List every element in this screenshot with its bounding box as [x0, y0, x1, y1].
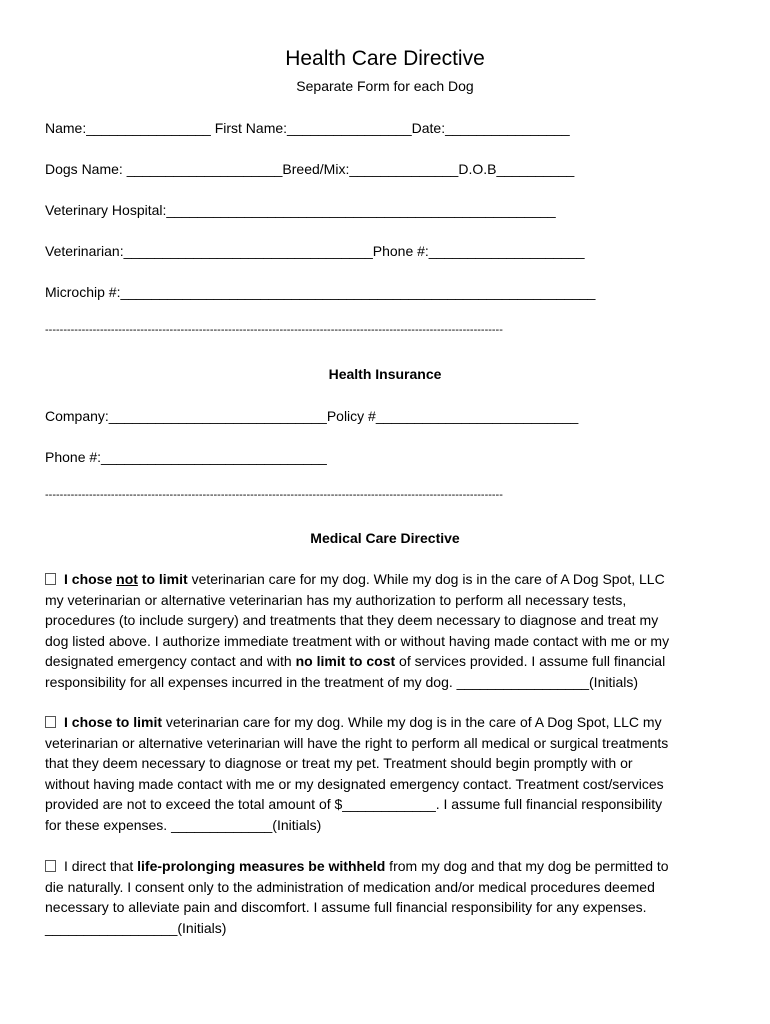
- no-limit-checkbox[interactable]: [45, 573, 56, 585]
- owner-line[interactable]: Name:________________ First Name:________________Date:________________: [45, 120, 570, 136]
- hospital-line[interactable]: Veterinary Hospital:__________________________________________________: [45, 202, 556, 218]
- page-subtitle: Separate Form for each Dog: [296, 78, 474, 94]
- withhold-checkbox[interactable]: [45, 860, 56, 872]
- option-no-limit: I chose not to limit veterinarian care for my dog. While my dog is in the care of A Dog Spot, LLC my veterinarian or alternative veterinarian has my authorization to perform all necessary tests, procedures (to include surgery) and treatments that they deem necessary to diagnose and treat my dog listed above. I authorize immediate treatment with or without having made contact with me or my designated emergency contact and with no limit to cost of services provided. I assume full financial responsibility for all expenses incurred in the treatment of my dog. _________________(Initials): [45, 569, 735, 692]
- amount-line[interactable]: provided are not to exceed the total amount of $____________. I assume full financial responsibility: [45, 796, 663, 812]
- option-lead: I chose not to limit: [64, 571, 188, 587]
- company-line[interactable]: Company:____________________________Policy #__________________________: [45, 408, 579, 424]
- veterinarian-line[interactable]: Veterinarian:________________________________Phone #:____________________: [45, 243, 585, 259]
- insurance-heading: Health Insurance: [328, 366, 442, 382]
- insurance-phone-line[interactable]: Phone #:_____________________________: [45, 449, 327, 465]
- initials-line[interactable]: _________________(Initials): [45, 919, 227, 936]
- initials-line[interactable]: responsibility for all expenses incurred in the treatment of my dog. _________________(Initials): [45, 673, 639, 690]
- page-title: Health Care Directive: [285, 47, 485, 70]
- separator-line: -----------------------------------------------------------------------------------------------------------------------------: [45, 324, 503, 336]
- microchip-line[interactable]: Microchip #:_____________________________________________________________: [45, 284, 596, 300]
- dog-line[interactable]: Dogs Name: ____________________Breed/Mix:______________D.O.B__________: [45, 161, 575, 177]
- option-limit: I chose to limit veterinarian care for my dog. While my dog is in the care of A Dog Spot, LLC my veterinarian or alternative veterinarian will have the right to perform all medical or surgical treatments that they deem necessary to diagnose or treat my pet. Treatment should begin promptly with or without having made contact with me or my designated emergency contact. Treatment cost/services provided are not to exceed the total amount of $____________. I assume full financial responsibility for these expenses. _____________(Initials): [45, 712, 735, 835]
- initials-line[interactable]: for these expenses. _____________(Initials): [45, 816, 322, 833]
- separator-line: -----------------------------------------------------------------------------------------------------------------------------: [45, 489, 503, 501]
- option-withhold: I direct that life-prolonging measures be withheld from my dog and that my dog be permitted to die naturally. I consent only to the administration of medication and/or medical procedures deemed necessary to alleviate pain and discomfort. I assume full financial responsibility for any expenses. _________________(Initials): [45, 856, 735, 938]
- limit-checkbox[interactable]: [45, 716, 56, 728]
- directive-heading: Medical Care Directive: [310, 530, 460, 546]
